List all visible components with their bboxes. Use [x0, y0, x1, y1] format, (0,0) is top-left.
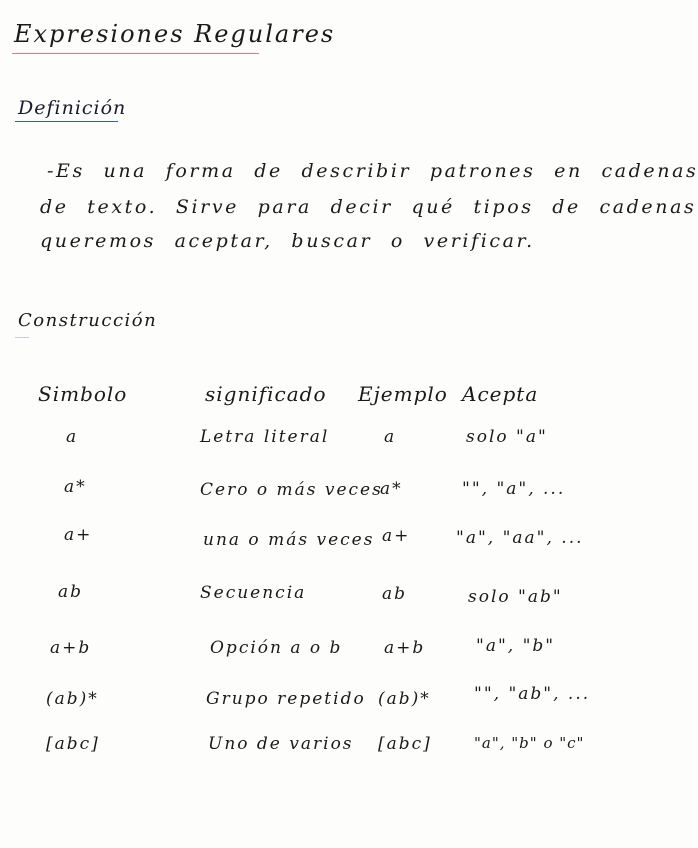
header-symbol: Simbolo [38, 382, 128, 406]
row-5-accepts: "", "ab", ... [474, 684, 591, 704]
row-6-meaning: Uno de varios [208, 734, 354, 754]
row-3-accepts: solo "ab" [468, 587, 563, 607]
row-3-meaning: Secuencia [200, 583, 307, 603]
header-meaning: significado [205, 382, 327, 406]
definition-line-2: de texto. Sirve para decir qué tipos de cadenas [40, 196, 697, 218]
row-5-example: (ab)* [378, 689, 431, 709]
row-5-symbol: (ab)* [46, 689, 99, 709]
row-3-example: ab [382, 584, 408, 604]
row-0-meaning: Letra literal [200, 427, 330, 447]
row-0-accepts: solo "a" [466, 427, 548, 447]
row-1-accepts: "", "a", ... [462, 479, 566, 499]
row-6-symbol: [abc] [46, 734, 100, 754]
row-3-symbol: ab [58, 582, 84, 602]
row-0-example: a [384, 427, 397, 447]
row-4-symbol: a+b [50, 638, 92, 658]
definition-line-1: -Es una forma de describir patrones en cadenas [47, 160, 698, 182]
header-accepts: Acepta [462, 382, 539, 406]
row-0-symbol: a [66, 427, 79, 447]
row-5-meaning: Grupo repetido [206, 689, 366, 709]
row-2-meaning: una o más veces [203, 530, 375, 550]
title-underline [12, 53, 259, 54]
header-example: Ejemplo [358, 382, 448, 406]
definition-underline [15, 121, 118, 122]
row-2-accepts: "a", "aa", ... [456, 528, 584, 548]
row-1-meaning: Cero o más veces [200, 480, 383, 500]
row-2-symbol: a+ [64, 525, 93, 545]
row-1-symbol: a* [64, 477, 87, 497]
row-2-example: a+ [382, 526, 411, 546]
definition-heading: Definición [18, 97, 127, 119]
row-4-meaning: Opción a o b [210, 638, 343, 658]
row-6-accepts: "a", "b" o "c" [474, 734, 585, 752]
construction-heading: Construcción [18, 310, 158, 331]
definition-line-3: queremos aceptar, buscar o verificar. [40, 230, 535, 252]
construction-underline [15, 337, 29, 338]
row-4-example: a+b [384, 638, 426, 658]
page-title: Expresiones Regulares [14, 20, 336, 48]
row-6-example: [abc] [378, 734, 432, 754]
row-1-example: a* [380, 479, 403, 499]
row-4-accepts: "a", "b" [476, 636, 556, 656]
